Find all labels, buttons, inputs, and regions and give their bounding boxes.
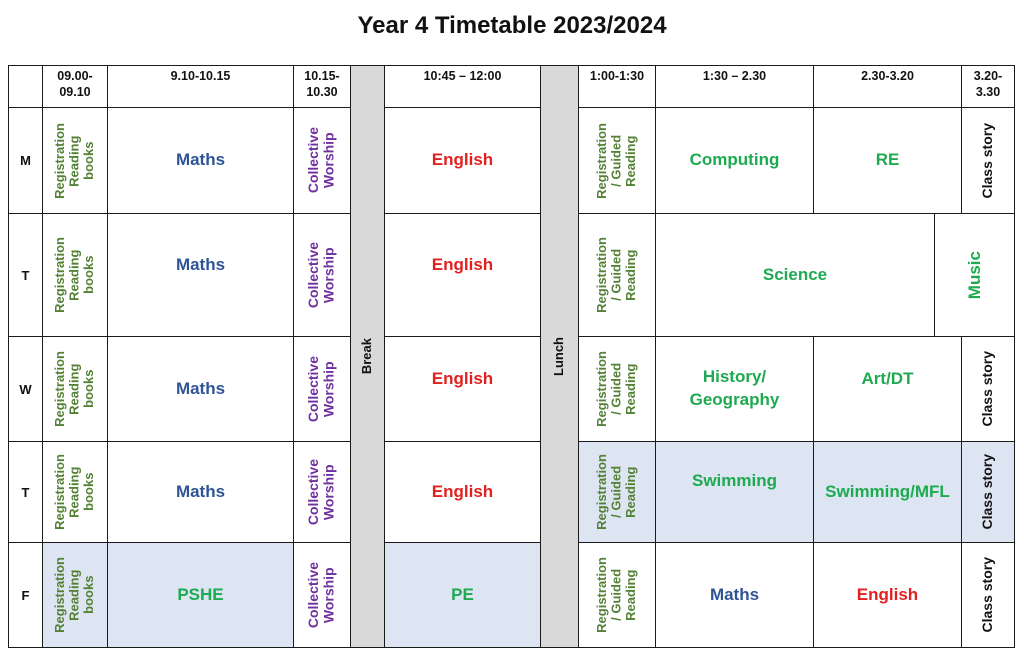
time-header-session-2: 10:45 – 12:00 xyxy=(384,65,541,108)
lesson-cell: Maths xyxy=(107,213,294,337)
worship-text: Collective Worship xyxy=(305,127,337,194)
worship-cell xyxy=(293,213,351,337)
registration-text: Registration Reading books xyxy=(52,557,97,633)
class-story-cell xyxy=(961,336,1015,442)
guided-reading-cell xyxy=(578,213,656,337)
worship-cell xyxy=(293,107,351,214)
class-story-cell xyxy=(961,107,1015,214)
lesson-cell: Maths xyxy=(655,542,814,648)
worship-cell xyxy=(293,441,351,543)
registration-text: Registration Reading books xyxy=(52,237,97,313)
guided-reading-text: Registration / Guided Reading xyxy=(594,237,639,313)
break-column xyxy=(350,65,385,648)
lesson-cell: Swimming xyxy=(655,441,814,543)
worship-text: Collective Worship xyxy=(305,241,337,309)
lesson-cell: Computing xyxy=(655,107,814,214)
lesson-cell: Swimming/MFL xyxy=(813,441,962,543)
time-header-session-3: 1:30 – 2.30 xyxy=(655,65,814,108)
music-cell xyxy=(934,213,1015,337)
registration-cell xyxy=(42,336,108,442)
lesson-cell: Art/DT xyxy=(813,336,962,442)
time-header-session-4: 2.30-3.20 xyxy=(813,65,962,108)
lesson-cell: English xyxy=(813,542,962,648)
guided-reading-text: Registration / Guided Reading xyxy=(594,122,639,199)
day-label: F xyxy=(8,542,43,648)
worship-text: Collective Worship xyxy=(305,561,337,629)
guided-reading-cell xyxy=(578,107,656,214)
day-label: T xyxy=(8,441,43,543)
lesson-cell: Maths xyxy=(107,441,294,543)
class-story-text: Class story xyxy=(979,557,996,633)
time-header-class-story: 3.20- 3.30 xyxy=(961,65,1015,108)
worship-text: Collective Worship xyxy=(305,458,337,526)
break-label: Break xyxy=(359,338,375,375)
time-header-afternoon-registration: 1:00-1:30 xyxy=(578,65,656,108)
guided-reading-cell xyxy=(578,441,656,543)
lesson-cell: History/ Geography xyxy=(655,336,814,442)
lesson-cell: English xyxy=(384,336,541,442)
registration-cell xyxy=(42,107,108,214)
lesson-cell: PSHE xyxy=(107,542,294,648)
class-story-text: Class story xyxy=(979,454,996,530)
registration-text: Registration Reading books xyxy=(52,122,97,199)
guided-reading-text: Registration / Guided Reading xyxy=(594,454,639,530)
lesson-cell: Science xyxy=(655,213,935,337)
lunch-column xyxy=(540,65,579,648)
class-story-cell xyxy=(961,441,1015,543)
day-label: M xyxy=(8,107,43,214)
corner-cell xyxy=(8,65,43,108)
worship-cell xyxy=(293,336,351,442)
lesson-cell: PE xyxy=(384,542,541,648)
class-story-text: Class story xyxy=(979,122,996,199)
registration-text: Registration Reading books xyxy=(52,351,97,427)
registration-cell xyxy=(42,213,108,337)
guided-reading-cell xyxy=(578,542,656,648)
timetable-title: Year 4 Timetable 2023/2024 xyxy=(357,12,667,39)
guided-reading-text: Registration / Guided Reading xyxy=(594,351,639,427)
class-story-text: Class story xyxy=(979,351,996,427)
lesson-cell: Maths xyxy=(107,336,294,442)
lesson-cell: RE xyxy=(813,107,962,214)
lesson-cell: English xyxy=(384,213,541,337)
registration-cell xyxy=(42,441,108,543)
day-label: T xyxy=(8,213,43,337)
time-header-registration: 09.00- 09.10 xyxy=(42,65,108,108)
worship-cell xyxy=(293,542,351,648)
guided-reading-cell xyxy=(578,336,656,442)
registration-text: Registration Reading books xyxy=(52,454,97,530)
day-label: W xyxy=(8,336,43,442)
music-text: Music xyxy=(964,250,984,300)
lesson-cell: English xyxy=(384,441,541,543)
lesson-cell: English xyxy=(384,107,541,214)
time-header-worship: 10.15- 10.30 xyxy=(293,65,351,108)
time-header-session-1: 9.10-10.15 xyxy=(107,65,294,108)
class-story-cell xyxy=(961,542,1015,648)
worship-text: Collective Worship xyxy=(305,355,337,423)
registration-cell xyxy=(42,542,108,648)
lunch-label: Lunch xyxy=(551,337,567,376)
guided-reading-text: Registration / Guided Reading xyxy=(594,557,639,633)
lesson-cell: Maths xyxy=(107,107,294,214)
